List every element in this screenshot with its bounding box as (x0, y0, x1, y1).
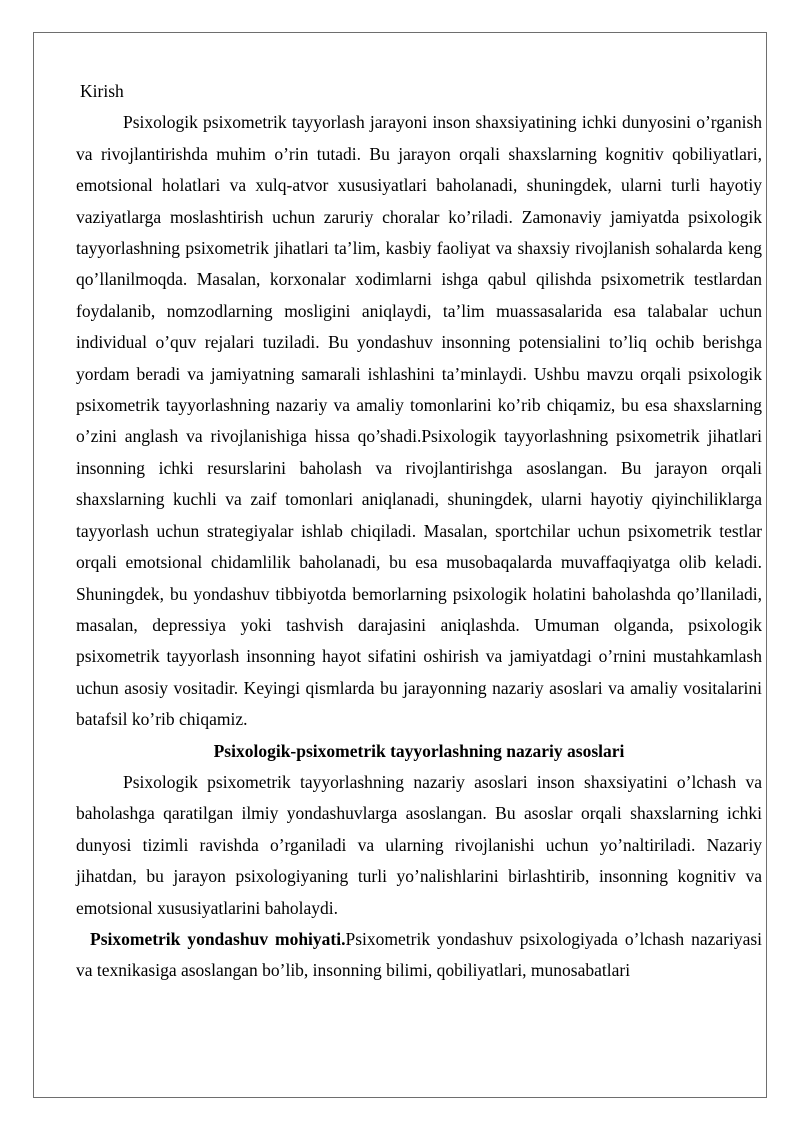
subsection-lead: Psixometrik yondashuv mohiyati. (90, 928, 346, 949)
subsection-paragraph (76, 924, 762, 987)
intro-heading: Kirish (80, 81, 124, 101)
document-body (76, 76, 762, 987)
section-title: Psixologik-psixometrik tayyorlashning nazariy asoslari (213, 740, 625, 761)
intro-paragraph: Psixologik psixometrik tayyorlash jarayoni inson shaxsiyatining ichki dunyosini o’rganish va rivojlantirishda muhim o’rin tutadi. Bu jarayon orqali shaxslarning kognitiv qobiliyatlari, emotsional holatlari va xulq-atvor xususiyatlari baholanadi, shuningdek, ularni turli hayotiy vaziyatlarga moslashtirish uchun zaruriy choralar ko’riladi. Zamonaviy jamiyatda psixologik tayyorlashning psixometrik jihatlari ta’lim, kasbiy faoliyat va shaxsiy rivojlanish sohalarda keng qo’llanilmoqda. Masalan, korxonalar xodimlarni ishga qabul qilishda psixometrik testlardan foydalanib, nomzodlarning mosligini aniqlaydi, ta’lim muassasalarida esa talabalar uchun individual o’quv rejalari tuziladi. Bu yondashuv insonning potensialini to’liq ochib berishga yordam beradi va jamiyatning samarali ishlashini ta’minlaydi. Ushbu mavzu orqali psixologik psixometrik tayyorlashning nazariy va amaliy tomonlarini ko’rib chiqamiz, bu esa shaxslarning o’zini anglash va rivojlanishiga hissa qo’shadi.Psixologik tayyorlashning psixometrik jihatlari insonning ichki resurslarini baholash va rivojlantirishga asoslangan. Bu jarayon orqali shaxslarning kuchli va zaif tomonlari aniqlanadi, shuningdek, ularni hayotiy qiyinchiliklarga tayyorlash uchun strategiyalar ishlab chiqiladi. Masalan, sportchilar uchun psixometrik testlar orqali emotsional chidamlilik baholanadi, bu esa musobaqalarda muvaffaqiyatga olib keladi. Shuningdek, bu yondashuv tibbiyotda bemorlarning psixologik holatini baholashda qo’llaniladi, masalan, depressiya yoki tashvish darajasini aniqlashda. Umuman olganda, psixologik psixometrik tayyorlash insonning hayot sifatini oshirish va jamiyatdagi o’rnini mustahkamlash uchun asosiy vositadir. Keyingi qismlarda bu jarayonning nazariy asoslari va amaliy vositalarini batafsil ko’rib chiqamiz. (76, 112, 762, 730)
subsection-text: Psixometrik yondashuv psixologiyada o’lchash nazariyasi va texnikasiga asoslangan bo’lib, insonning bilimi, qobiliyatlari, munosabatlari (76, 928, 763, 981)
section-paragraph: Psixologik psixometrik tayyorlashning nazariy asoslari inson shaxsiyatini o’lchash va baholashga qaratilgan ilmiy yondashuvlarga asoslangan. Bu asoslar orqali shaxslarning ichki dunyosi tizimli ravishda o’rganiladi va ularning rivojlanishi uchun yo’naltiriladi. Nazariy jihatdan, bu jarayon psixologiyaning turli yo’nalishlarini birlashtirib, insonning kognitiv va emotsional xususiyatlarini baholaydi. (76, 771, 762, 918)
